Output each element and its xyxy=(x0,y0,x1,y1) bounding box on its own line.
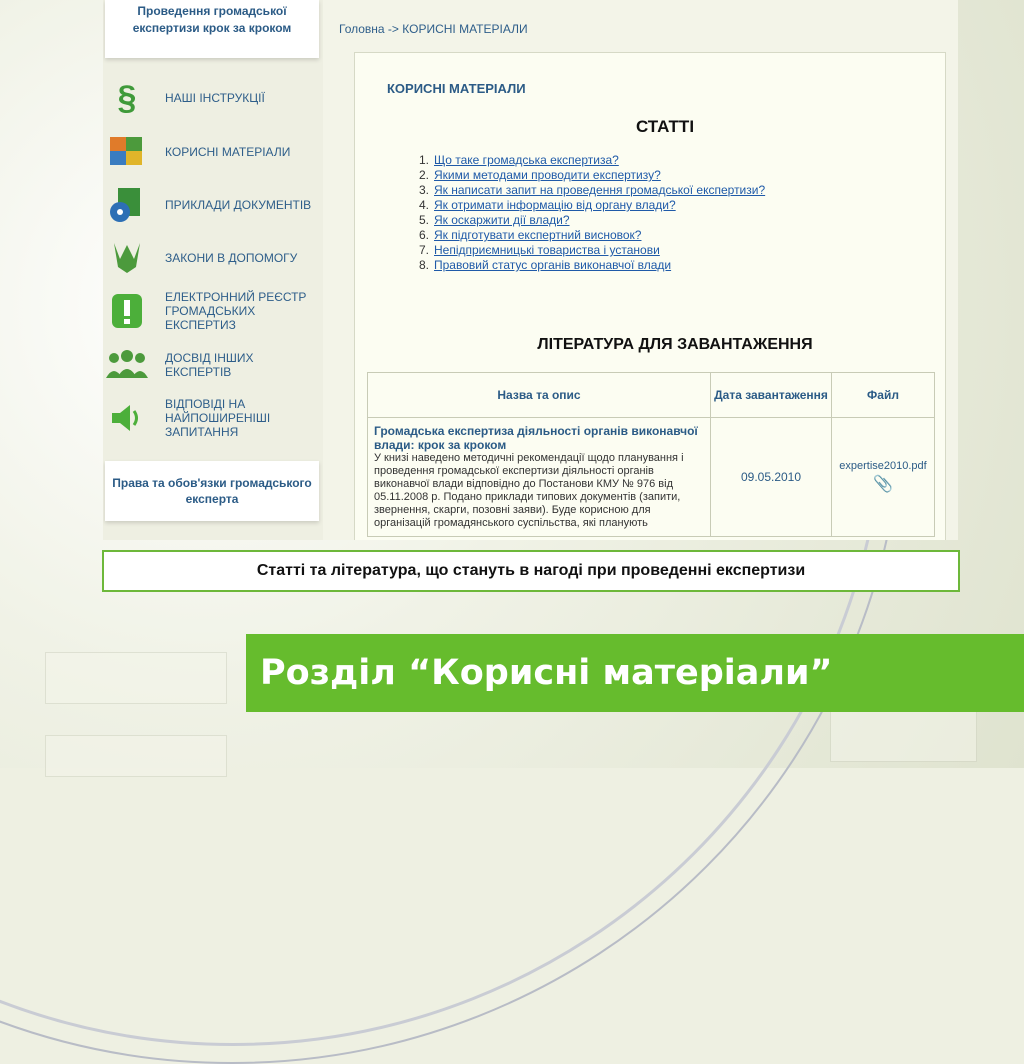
website-screenshot xyxy=(103,0,958,540)
list-item xyxy=(407,228,765,243)
list-item xyxy=(407,168,765,183)
paperclip-icon[interactable]: 📎 xyxy=(873,476,893,493)
slide-title-banner: Розділ “Корисні матеріали” xyxy=(246,634,1024,712)
literature-table xyxy=(367,372,935,537)
article-link[interactable]: Непідприємницькі товариства і установи xyxy=(434,243,660,257)
sidebar xyxy=(103,0,323,540)
table-row xyxy=(368,418,935,537)
breadcrumb[interactable]: Головна -> КОРИСНІ МАТЕРІАЛИ xyxy=(339,22,528,36)
article-link[interactable]: Якими методами проводити експертизу? xyxy=(434,168,661,182)
upload-date: 09.05.2010 xyxy=(711,418,832,537)
sidebar-rights-link[interactable]: Права та обов'язки громадського експерта xyxy=(105,461,319,521)
list-item xyxy=(407,198,765,213)
sidebar-item-label: КОРИСНІ МАТЕРІАЛИ xyxy=(165,145,291,159)
column-header-date: Дата завантаження xyxy=(711,373,832,418)
slide-caption: Статті та література, що стануть в нагоді при проведенні експертизи xyxy=(102,550,960,592)
article-number: 5. xyxy=(418,213,429,227)
sidebar-item-registry[interactable] xyxy=(103,289,323,333)
sidebar-item-label: ВІДПОВІДІ НА НАЙПОШИРЕНІШІ ЗАПИТАННЯ xyxy=(165,397,271,439)
sidebar-item-materials[interactable] xyxy=(103,130,323,174)
people-icon xyxy=(103,343,151,387)
books-icon xyxy=(103,130,151,174)
file-cell xyxy=(832,418,935,537)
sidebar-item-laws[interactable] xyxy=(103,236,323,280)
sidebar-top-link[interactable]: Проведення громадської експертизи крок за кроком xyxy=(105,0,319,58)
sidebar-item-label: НАШІ ІНСТРУКЦІЇ xyxy=(165,91,265,105)
article-number: 3. xyxy=(418,183,429,197)
articles-heading: СТАТТІ xyxy=(635,117,695,136)
article-number: 6. xyxy=(418,228,429,242)
content-panel xyxy=(354,52,946,540)
article-link[interactable]: Як написати запит на проведення громадської експертизи? xyxy=(434,183,766,197)
trident-icon xyxy=(103,236,151,280)
column-header-title: Назва та опис xyxy=(368,373,711,418)
article-number: 8. xyxy=(418,258,429,272)
article-number: 1. xyxy=(418,153,429,167)
table-header-row xyxy=(368,373,935,418)
documents-icon xyxy=(103,183,151,227)
articles-list xyxy=(407,153,765,273)
literature-heading: ЛІТЕРАТУРА ДЛЯ ЗАВАНТАЖЕННЯ xyxy=(537,336,813,353)
article-number: 7. xyxy=(418,243,429,257)
page-title: КОРИСНІ МАТЕРІАЛИ xyxy=(387,81,526,96)
list-item xyxy=(407,258,765,273)
article-link[interactable]: Що таке громадська експертиза? xyxy=(434,153,619,167)
article-link[interactable]: Правовий статус органів виконавчої влади xyxy=(434,258,672,272)
article-link[interactable]: Як оскаржити дії влади? xyxy=(434,213,570,227)
article-link[interactable]: Як отримати інформацію від органу влади? xyxy=(434,198,676,212)
sidebar-item-label: ЕЛЕКТРОННИЙ РЕЄСТР ГРОМАДСЬКИХ ЕКСПЕРТИЗ xyxy=(165,290,307,332)
sidebar-item-experience[interactable] xyxy=(103,343,323,387)
file-link[interactable]: expertise2010.pdf xyxy=(839,460,927,472)
sidebar-item-label: ЗАКОНИ В ДОПОМОГУ xyxy=(165,251,298,265)
list-item xyxy=(407,243,765,258)
article-number: 4. xyxy=(418,198,429,212)
article-link[interactable]: Як підготувати експертний висновок? xyxy=(434,228,642,242)
list-item xyxy=(407,153,765,168)
document-title[interactable]: Громадська експертиза діяльності органів виконавчої влади: крок за кроком xyxy=(374,424,698,452)
list-item xyxy=(407,213,765,228)
exclamation-icon xyxy=(103,289,151,333)
section-icon: § xyxy=(117,78,137,117)
sidebar-item-label: ДОСВІД ІНШИХ ЕКСПЕРТІВ xyxy=(165,351,254,379)
sidebar-item-faq[interactable] xyxy=(103,396,323,440)
speaker-icon xyxy=(103,396,151,440)
document-description: У книзі наведено методичні рекомендації щодо планування і проведення громадської експертизи діяльності органів виконавчої влади відповідно до Постанови КМУ № 976 від 05.11.2008 р. Подано приклади типових документів (запити, звернення, скарги, позовні заяви). Буде корисною для організацій громадянського суспільства, які планують xyxy=(374,452,684,529)
sidebar-item-label: ПРИКЛАДИ ДОКУМЕНТІВ xyxy=(165,198,312,212)
column-header-file: Файл xyxy=(832,373,935,418)
sidebar-item-instructions[interactable] xyxy=(103,76,323,120)
sidebar-item-documents[interactable] xyxy=(103,183,323,227)
list-item xyxy=(407,183,765,198)
article-number: 2. xyxy=(418,168,429,182)
